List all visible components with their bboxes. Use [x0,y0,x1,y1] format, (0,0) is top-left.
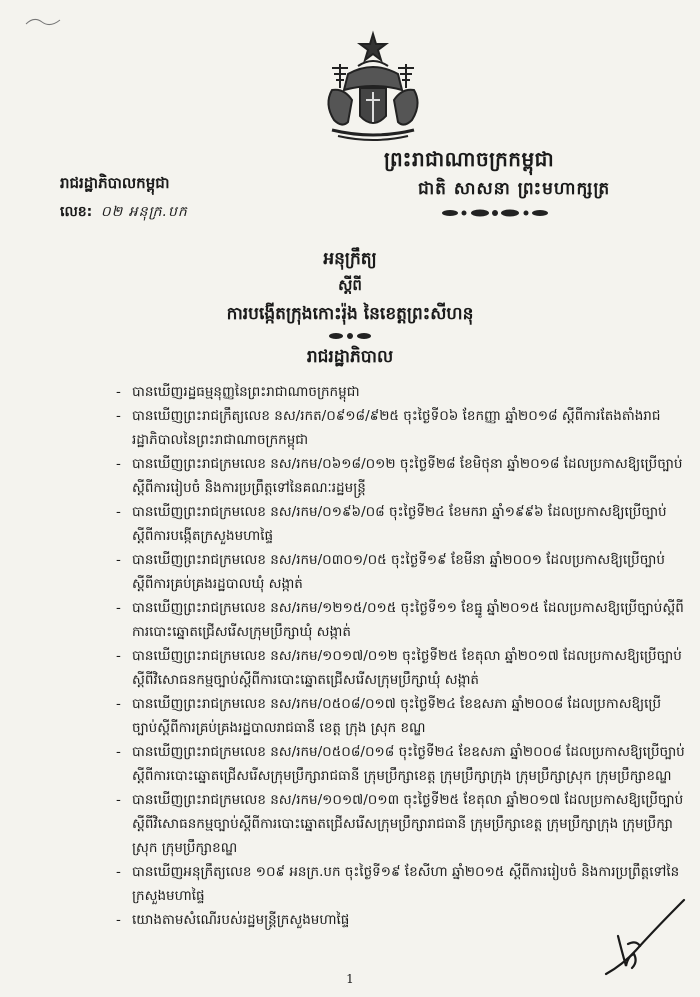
clause-text: - យោងតាមសំណើរបស់រដ្ឋមន្ត្រីក្រសួងមហាផ្ទៃ [132,912,350,928]
royal-coat-of-arms-icon [318,30,428,146]
issuing-government: រាជរដ្ឋាភិបាលកម្ពុជា [60,174,170,192]
section-ornament-divider [328,330,372,342]
clause-text: - បានឃើញព្រះរាជក្រមលេខ នស/រកម/០៦១៨/០១២ ចុះថ្ងៃទី២៨ ខែមិថុនា ឆ្នាំ២០១៨ ដែលប្រកាសឱ្យប្រើច្បាប់ស្តីពីការរៀបចំ និងការប្រព្រឹត្តទៅនៃគណៈរដ្ឋមន្ត្រី [132,456,683,496]
list-item [116,380,686,404]
clause-text: - បានឃើញរដ្ឋធម្មនុញ្ញនៃព្រះរាជាណាចក្រកម្ពុជា [132,384,360,400]
list-item [116,404,686,452]
kingdom-name: ព្រះរាជាណាចក្រកម្ពុជា [384,147,555,171]
clause-text: - បានឃើញព្រះរាជក្រមលេខ នស/រកម/១០១៧/០១៣ ចុះថ្ងៃទី២៥ ខែតុលា ឆ្នាំ២០១៧ ដែលប្រកាសឱ្យប្រើច្បាប់ស្តីពីវិសោធនកម្មច្បាប់ស្តីពីការបោះឆ្នោតជ្រើសរើសក្រុមប្រឹក្សារាជធានី ក្រុមប្រឹក្សាខេត្ត ក្រុមប្រឹក្សាក្រុង ក្រុមប្រឹក្សាស្រុក ក្រុមប្រឹក្សាខណ្ឌ [132,792,684,856]
list-item [116,740,686,788]
list-item [116,692,686,740]
clause-text: - បានឃើញព្រះរាជក្រមលេខ នស/រកម/០៥០៨/០១៧ ចុះថ្ងៃទី២៤ ខែឧសភា ឆ្នាំ២០០៨ ដែលប្រកាសឱ្យប្រើច្បាប់ស្តីពីការគ្រប់គ្រងរដ្ឋបាលរាជធានី ខេត្ត ក្រុង ស្រុក ខណ្ឌ [132,696,662,736]
clause-text: - បានឃើញព្រះរាជក្រមលេខ នស/រកម/០៣០១/០៥ ចុះថ្ងៃទី១៩ ខែមីនា ឆ្នាំ២០០១ ដែលប្រកាសឱ្យប្រើច្បាប់ស្តីពីការគ្រប់គ្រងរដ្ឋបាលឃុំ សង្កាត់ [132,552,665,592]
document-subject: ការបង្កើតក្រុងកោះរ៉ុង នៃខេត្តព្រះសីហនុ [226,304,474,324]
clause-text: - បានឃើញព្រះរាជក្រមលេខ នស/រកម/១០១៧/០១២ ចុះថ្ងៃទី២៥ ខែតុលា ឆ្នាំ២០១៧ ដែលប្រកាសឱ្យប្រើច្បាប់ស្តីពីវិសោធនកម្មច្បាប់ស្តីពីការបោះឆ្នោតជ្រើសរើសក្រុមប្រឹក្សាឃុំ សង្កាត់ [132,648,682,688]
reference-label: លេខ: [60,204,93,220]
clause-text: - បានឃើញព្រះរាជក្រមលេខ នស/រកម/០៥០៨/០១៨ ចុះថ្ងៃទី២៤ ខែឧសភា ឆ្នាំ២០០៨ ដែលប្រកាសឱ្យប្រើច្បាប់ស្តីពីការបោះឆ្នោតជ្រើសរើសក្រុមប្រឹក្សារាជធានី ក្រុមប្រឹក្សាខេត្ត ក្រុមប្រឹក្សាក្រុង ក្រុមប្រឹក្សាស្រុក ក្រុមប្រឹក្សាខណ្ឌ [132,744,685,784]
clause-text: - បានឃើញអនុក្រឹត្យលេខ ១០៩ អនក្រ.បក ចុះថ្ងៃទី១៩ ខែសីហា ឆ្នាំ២០១៥ ស្តីពីការរៀបចំ និងការប្រព្រឹត្តទៅនៃក្រសួងមហាផ្ទៃ [132,864,680,904]
handwritten-signature [598,896,688,976]
page-number: 1 [346,972,354,986]
clause-text: - បានឃើញព្រះរាជក្រឹត្យលេខ នស/រកត/០៩១៨/៩២៥ ចុះថ្ងៃទី០៦ ខែកញ្ញា ឆ្នាំ២០១៨ ស្តីពីការតែងតាំងរាជរដ្ឋាភិបាលនៃព្រះរាជាណាចក្រកម្ពុជា [132,408,661,448]
clause-text: - បានឃើញព្រះរាជក្រមលេខ នស/រកម/១២១៥/០១៥ ចុះថ្ងៃទី១១ ខែធ្នូ ឆ្នាំ២០១៥ ដែលប្រកាសឱ្យប្រើច្បាប់ស្តីពីការបោះឆ្នោតជ្រើសរើសក្រុមប្រឹក្សាឃុំ សង្កាត់ [132,600,684,640]
reference-number: ០២ អនុក្រ.បក [100,204,188,220]
list-item [116,644,686,692]
clause-text: - បានឃើញព្រះរាជក្រមលេខ នស/រកម/០១៩៦/០៨ ចុះថ្ងៃទី២៤ ខែមករា ឆ្នាំ១៩៩៦ ដែលប្រកាសឱ្យប្រើច្បាប់ស្តីពីការបង្កើតក្រសួងមហាផ្ទៃ [132,504,667,544]
list-item [116,452,686,500]
document-type: អនុក្រឹត្យ [323,249,377,269]
list-item [116,788,686,860]
national-motto: ជាតិ សាសនា ព្រះមហាក្សត្រ [418,179,611,199]
motto-ornament-divider [440,206,550,220]
scan-mark [24,14,64,28]
preamble-clauses [116,380,686,932]
list-item [116,548,686,596]
list-item [116,596,686,644]
issuing-authority: រាជរដ្ឋាភិបាល [306,347,394,367]
list-item [116,500,686,548]
document-about-label: ស្តីពី [338,276,362,294]
reference-number-line [60,202,188,223]
